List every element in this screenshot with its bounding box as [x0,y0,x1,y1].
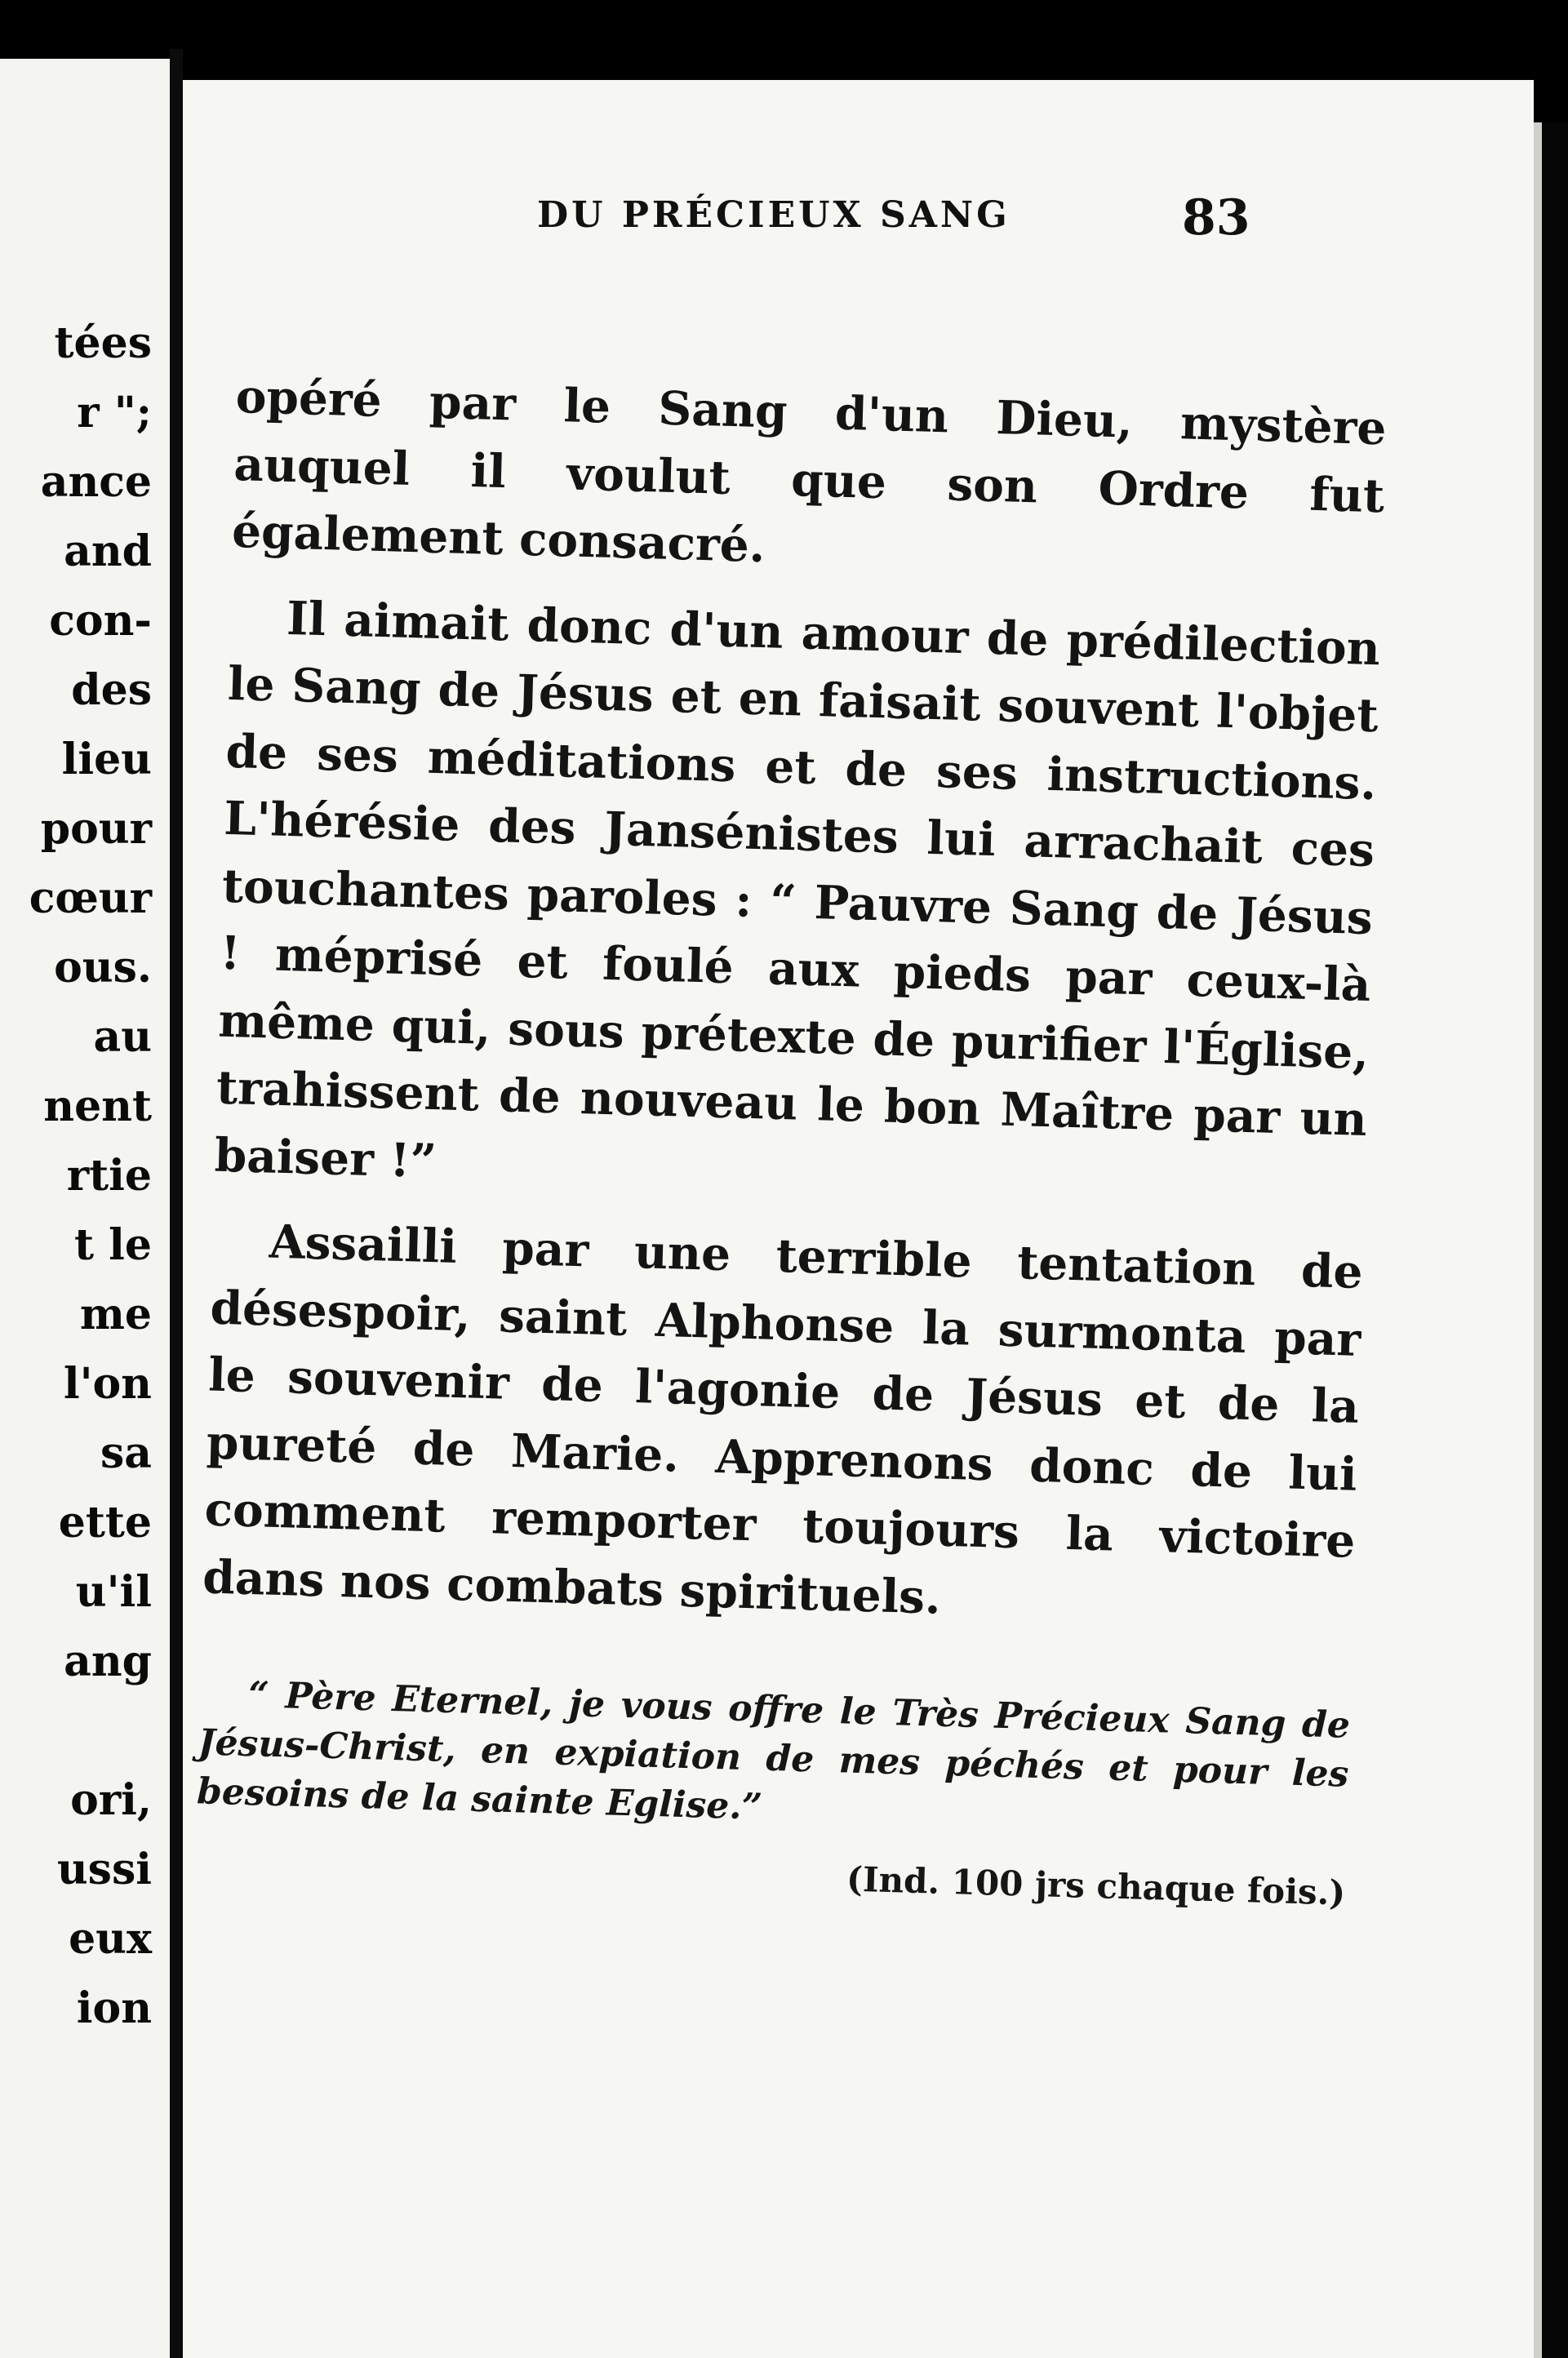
left-line-fragment: ance [40,457,152,507]
page-edge [1534,122,1542,2358]
indulgence-note: (Ind. 100 jrs chaque fois.) [846,1858,1346,1913]
left-line-fragment: sa [100,1428,152,1478]
left-line-fragment: and [64,526,152,576]
paragraph-2: Il aimait donc d'un amour de prédilection le Sang de Jésus et en faisait souvent l'objet de ses méditations et de ses instructions. L'hérésie des Jansénistes lui arrachait ces touchantes paroles : “ Pauvre Sang de Jésus ! méprisé et foulé aux pieds par ceux-là même qui, sous prétexte de purifier l'Église, trahissent de nouveau le bon Maître par un baiser !” [213,591,1381,1188]
left-line-fragment: ang [64,1636,152,1686]
paragraph-3: Assailli par une terrible tentation de désespoir, saint Alphonse la surmonta par le souvenir de l'agonie de Jésus et de la pureté de Marie. Apprenons donc de lui comment remporter toujours la victoire dans nos combats spirituels. [202,1215,1364,1625]
left-line-fragment: lieu [61,735,152,784]
left-line-fragment: cœur [29,873,152,923]
left-line-fragment: des [71,665,152,715]
page-gutter [170,49,183,2358]
paragraph-1: opéré par le Sang d'un Dieu, mystère auquel il voulut que son Ordre fut également consacré. [231,369,1388,574]
left-line-fragment: pour [40,804,152,854]
page-edge-shadow [1542,122,1568,2358]
left-line-fragment: ussi [56,1845,152,1894]
previous-page-fragment [0,59,170,2358]
running-title: DU PRÉCIEUX SANG [537,194,1011,236]
left-line-fragment: au [93,1012,152,1062]
left-line-fragment: ori, [70,1775,152,1825]
left-line-fragment: r "; [77,388,152,437]
running-head [351,189,1330,246]
left-line-fragment: ion [76,1983,152,2033]
left-line-fragment: u'il [75,1567,152,1617]
left-line-fragment: ous. [54,943,152,992]
left-line-fragment: t le [74,1220,152,1270]
left-line-fragment: con- [49,596,152,646]
left-line-fragment: tées [54,318,152,368]
prayer-text: “ Père Eternel, je vous offre le Très Précieux Sang de Jésus-Christ, en expiation de mes péchés et pour les besoins de la sainte Eglise.” [196,1674,1351,1828]
left-line-fragment: rtie [66,1151,152,1201]
page-body [194,363,1387,1913]
left-line-fragment: nent [43,1081,152,1131]
page-number: 83 [1182,189,1250,246]
left-line-fragment: ette [58,1498,152,1548]
left-line-fragment: eux [69,1914,152,1964]
left-line-fragment: me [79,1290,152,1339]
left-line-fragment: l'on [63,1359,152,1409]
